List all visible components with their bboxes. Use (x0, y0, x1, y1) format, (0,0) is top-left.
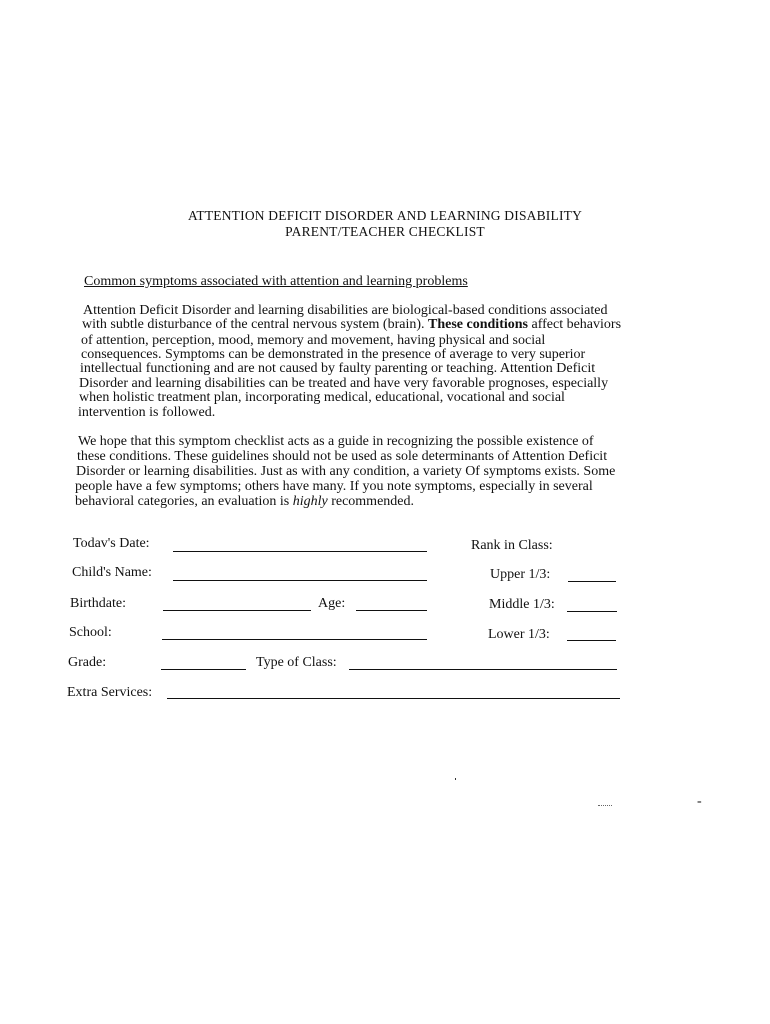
type-of-class-label: Type of Class: (256, 655, 337, 670)
todays-date-label: Todav's Date: (73, 536, 150, 551)
extra-services-label: Extra Services: (67, 685, 153, 700)
para2-line5 (75, 494, 414, 510)
para1-line2-tail: affect behaviors (527, 317, 622, 332)
age-label: Age: (318, 596, 346, 611)
school-field[interactable] (162, 639, 427, 640)
para2-line1: We hope that this symptom checklist acts as a guide in recognizing the possible existence of (78, 434, 594, 449)
para1-line6: Disorder and learning disabilities can be treated and have very favorable prognoses, especially (79, 376, 609, 391)
para2-line5-tail: recommended. (327, 494, 414, 509)
para1-line2 (82, 317, 621, 333)
section-heading: Common symptoms associated with attention and learning problems (84, 274, 468, 289)
birthdate-field[interactable] (163, 610, 311, 611)
middle-third-field[interactable] (567, 611, 617, 612)
grade-field[interactable] (161, 669, 246, 670)
stray-dotted-mark (598, 801, 612, 806)
document-title-line1: ATTENTION DEFICIT DISORDER AND LEARNING DISABILITY (187, 208, 583, 223)
todays-date-field[interactable] (173, 551, 427, 552)
footer-dash: - (697, 794, 702, 809)
para1-line2-bold: These conditions (428, 317, 528, 332)
upper-third-label: Upper 1/3: (490, 567, 551, 582)
para2-line5-text: behavioral categories, an evaluation is (75, 494, 293, 509)
para1-line8: intervention is followed. (78, 405, 216, 420)
para2-line4: people have a few symptoms; others have many. If you note symptoms, especially in several (75, 479, 593, 494)
childs-name-field[interactable] (173, 580, 427, 581)
middle-third-label: Middle 1/3: (489, 597, 555, 612)
para2-line3: Disorder or learning disabilities. Just as with any condition, a variety Of symptoms exists. Some (76, 464, 616, 479)
para2-line2: these conditions. These guidelines should not be used as sole determinants of Attention Deficit (77, 449, 608, 464)
para2-line5-italic: highly (292, 494, 328, 509)
childs-name-label: Child's Name: (72, 565, 152, 580)
age-field[interactable] (356, 610, 427, 611)
para1-line7: when holistic treatment plan, incorporating medical, educational, vocational and social (79, 390, 565, 405)
document-title-line2: PARENT/TEACHER CHECKLIST (285, 224, 485, 239)
para1-line1: Attention Deficit Disorder and learning disabilities are biological-based conditions associated (83, 303, 608, 318)
para1-line2-text: with subtle disturbance of the central nervous system (brain). (82, 317, 429, 332)
stray-dot (455, 778, 456, 780)
birthdate-label: Birthdate: (70, 596, 126, 611)
para1-line3: of attention, perception, mood, memory and movement, having physical and social (81, 333, 546, 348)
lower-third-field[interactable] (567, 640, 616, 641)
extra-services-field[interactable] (167, 698, 620, 699)
upper-third-field[interactable] (568, 581, 616, 582)
school-label: School: (69, 625, 112, 640)
lower-third-label: Lower 1/3: (488, 627, 550, 642)
para1-line4: consequences. Symptoms can be demonstrated in the presence of average to very superior (81, 347, 586, 362)
grade-label: Grade: (68, 655, 107, 670)
para1-line5: intellectual functioning and are not caused by faulty parenting or teaching. Attention Deficit (80, 361, 596, 376)
type-of-class-field[interactable] (349, 669, 617, 670)
rank-in-class-label: Rank in Class: (471, 538, 553, 553)
